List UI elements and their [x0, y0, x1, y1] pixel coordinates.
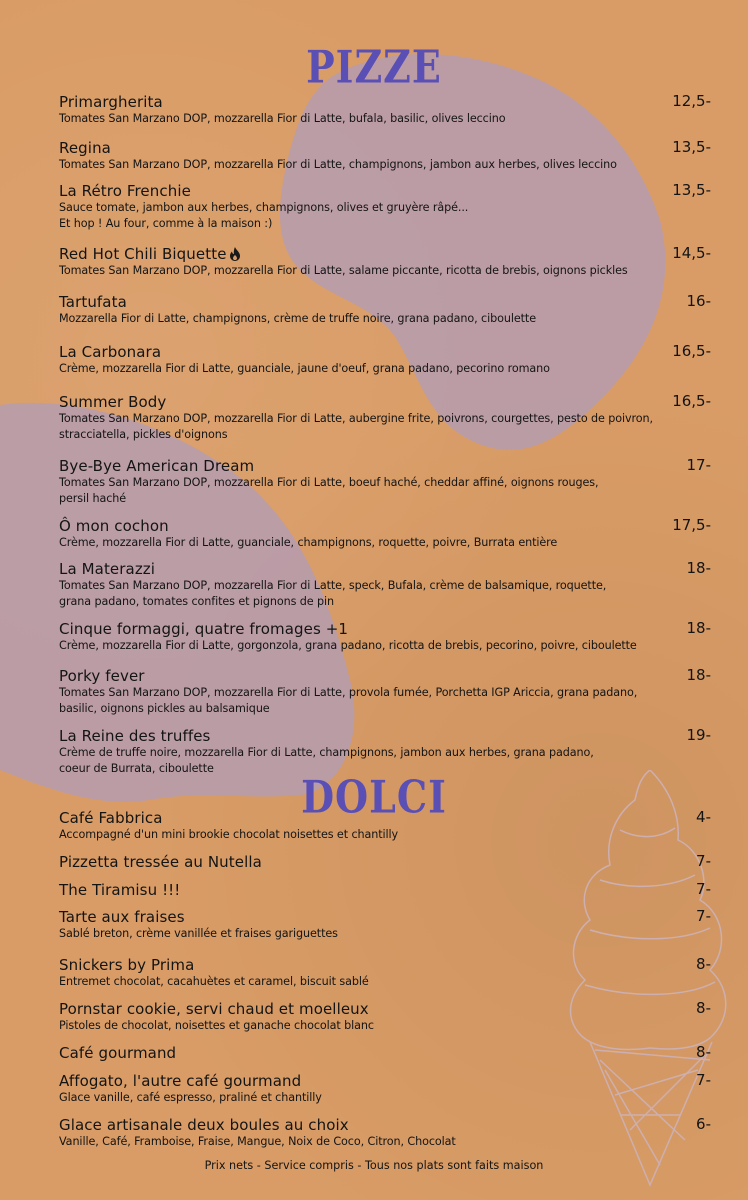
item-description: Glace vanille, café espresso, praliné et chantilly — [59, 1091, 322, 1104]
item-description: basilic, oignons pickles au balsamique — [59, 702, 270, 715]
item-name: Pornstar cookie, servi chaud et moelleux — [59, 1000, 369, 1018]
menu-item — [59, 726, 711, 777]
item-price: 8- — [696, 955, 711, 973]
item-description: Et hop ! Au four, comme à la maison :) — [59, 217, 273, 230]
item-name: Pizzetta tressée au Nutella — [59, 853, 262, 871]
item-name: Snickers by Prima — [59, 956, 195, 974]
item-price: 13,5- — [672, 138, 711, 156]
item-name: Ô mon cochon — [59, 517, 169, 535]
item-description: Crème, mozzarella Fior di Latte, guanciale, champignons, roquette, poivre, Burrata entière — [59, 536, 558, 549]
item-price: 7- — [696, 1071, 711, 1089]
item-price: 12,5- — [672, 92, 711, 110]
menu-item — [59, 342, 711, 377]
item-description: Pistoles de chocolat, noisettes et ganache chocolat blanc — [59, 1019, 374, 1032]
menu-item — [59, 516, 711, 551]
item-name: Tarte aux fraises — [59, 908, 185, 926]
item-name: La Carbonara — [59, 343, 162, 361]
item-name: Red Hot Chili Biquette — [59, 245, 227, 263]
item-price: 8- — [696, 1043, 711, 1061]
item-price: 7- — [696, 907, 711, 925]
menu-item — [59, 1115, 711, 1150]
item-name: La Reine des truffes — [59, 727, 211, 745]
item-description: Crème, mozzarella Fior di Latte, gorgonzola, grana padano, ricotta de brebis, pecorino, poivre, ciboulette — [59, 639, 637, 652]
item-description: Accompagné d'un mini brookie chocolat noisettes et chantilly — [59, 828, 399, 841]
item-name: Regina — [59, 139, 111, 157]
menu-item — [59, 619, 711, 654]
menu-item — [59, 852, 711, 871]
item-name: Café gourmand — [59, 1044, 177, 1062]
item-name: Tartufata — [59, 293, 127, 311]
menu-item — [59, 666, 711, 717]
item-price: 13,5- — [672, 181, 711, 199]
item-price: 18- — [686, 619, 711, 637]
item-description: stracciatella, pickles d'oignons — [59, 428, 228, 441]
item-description: Tomates San Marzano DOP, mozzarella Fior di Latte, speck, Bufala, crème de balsamique, roquette, — [59, 579, 607, 592]
item-description: Crème de truffe noire, mozzarella Fior di Latte, champignons, jambon aux herbes, grana padano, — [59, 746, 594, 759]
menu-item — [59, 92, 711, 127]
menu-item — [59, 456, 711, 507]
menu-item — [59, 880, 711, 899]
item-description: Tomates San Marzano DOP, mozzarella Fior di Latte, aubergine frite, poivrons, courgettes, pesto de poivron, — [59, 412, 653, 425]
item-name: Summer Body — [59, 393, 167, 411]
menu-item — [59, 181, 711, 232]
item-price: 19- — [686, 726, 711, 744]
flame-icon — [229, 247, 241, 261]
item-description: Tomates San Marzano DOP, mozzarella Fior di Latte, bufala, basilic, olives leccino — [59, 112, 506, 125]
item-price: 4- — [696, 808, 711, 826]
item-price: 16,5- — [672, 342, 711, 360]
item-price: 6- — [696, 1115, 711, 1133]
menu-item — [59, 808, 711, 843]
item-price: 18- — [686, 559, 711, 577]
menu-item — [59, 244, 711, 279]
menu-item — [59, 999, 711, 1034]
item-description: Tomates San Marzano DOP, mozzarella Fior di Latte, provola fumée, Porchetta IGP Ariccia, grana padano, — [59, 686, 638, 699]
menu-item — [59, 907, 711, 942]
item-name: Cinque formaggi, quatre fromages +1 — [59, 620, 349, 638]
item-description: persil haché — [59, 492, 127, 505]
item-price: 18- — [686, 666, 711, 684]
item-name: Porky fever — [59, 667, 145, 685]
item-price: 7- — [696, 880, 711, 898]
item-description: Tomates San Marzano DOP, mozzarella Fior di Latte, boeuf haché, cheddar affiné, oignons rouges, — [59, 476, 599, 489]
item-description: Entremet chocolat, cacahuètes et caramel, biscuit sablé — [59, 975, 369, 988]
item-description: coeur de Burrata, ciboulette — [59, 762, 214, 775]
item-description: Crème, mozzarella Fior di Latte, guanciale, jaune d'oeuf, grana padano, pecorino romano — [59, 362, 550, 375]
item-description: Tomates San Marzano DOP, mozzarella Fior di Latte, salame piccante, ricotta de brebis, oignons pickles — [59, 264, 628, 277]
item-price: 16,5- — [672, 392, 711, 410]
section-title-pizze: PIZZE — [306, 40, 442, 94]
item-price: 7- — [696, 852, 711, 870]
menu-item — [59, 1043, 711, 1062]
item-description: Sauce tomate, jambon aux herbes, champignons, olives et gruyère râpé... — [59, 201, 469, 214]
item-name: La Rétro Frenchie — [59, 182, 191, 200]
menu-item — [59, 138, 711, 173]
menu-item — [59, 559, 711, 610]
menu-item — [59, 392, 711, 443]
item-name: Primargherita — [59, 93, 163, 111]
item-price: 8- — [696, 999, 711, 1017]
item-name: La Materazzi — [59, 560, 156, 578]
item-description: Vanille, Café, Framboise, Fraise, Mangue, Noix de Coco, Citron, Chocolat — [59, 1135, 456, 1148]
menu-item — [59, 1071, 711, 1106]
item-name: Glace artisanale deux boules au choix — [59, 1116, 349, 1134]
item-name: Café Fabbrica — [59, 809, 163, 827]
item-price: 14,5- — [672, 244, 711, 262]
item-description: Sablé breton, crème vanillée et fraises gariguettes — [59, 927, 338, 940]
item-name: Affogato, l'autre café gourmand — [59, 1072, 302, 1090]
item-description: Tomates San Marzano DOP, mozzarella Fior di Latte, champignons, jambon aux herbes, olives leccino — [59, 158, 617, 171]
item-name: Bye-Bye American Dream — [59, 457, 255, 475]
item-description: grana padano, tomates confites et pignons de pin — [59, 595, 335, 608]
footer-note: Prix nets - Service compris - Tous nos plats sont faits maison — [204, 1159, 544, 1172]
section-title-dolci: DOLCI — [301, 770, 447, 824]
menu-item — [59, 292, 711, 327]
item-price: 16- — [686, 292, 711, 310]
item-description: Mozzarella Fior di Latte, champignons, crème de truffe noire, grana padano, ciboulette — [59, 312, 537, 325]
item-price: 17- — [686, 456, 711, 474]
item-name: The Tiramisu !!! — [59, 881, 181, 899]
menu-item — [59, 955, 711, 990]
item-price: 17,5- — [672, 516, 711, 534]
